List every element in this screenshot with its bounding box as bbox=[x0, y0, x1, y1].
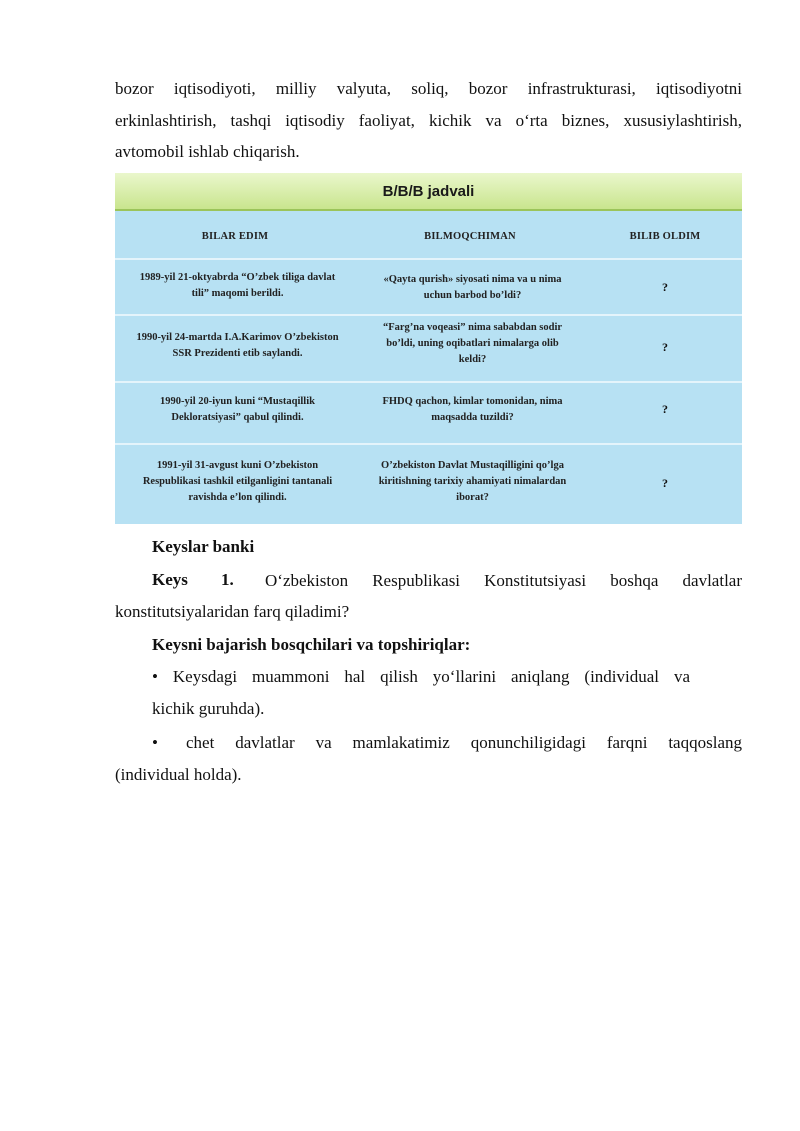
intro-line-2: erkinlashtirish, tashqi iqtisodiy faoliyat, kichik va o‘rta biznes, xususiylashtirish, bbox=[115, 111, 742, 130]
header-want: BILMOQCHIMAN bbox=[424, 231, 516, 242]
row-separator bbox=[115, 381, 742, 383]
row1-learned: ? bbox=[662, 280, 668, 294]
row3-want: FHDQ qachon, kimlar tomonidan, nima maqsadda tuzildi? bbox=[382, 396, 563, 423]
row4-known: 1991-yil 31-avgust kuni O’zbekiston Respublikasi tashkil etilganligini tantanali ravishda e’lon qilindi. bbox=[142, 460, 333, 503]
row3-learned: ? bbox=[662, 402, 668, 416]
case-text-line-2: konstitutsiyalaridan farq qiladimi? bbox=[115, 602, 350, 621]
bullet-2-line-2: (individual holda). bbox=[115, 765, 242, 784]
header-known: BILAR EDIM bbox=[201, 231, 269, 242]
case-label: Keys bbox=[152, 570, 188, 589]
case-text-line-1: O‘zbekiston Respublikasi Konstitutsiyasi boshqa davlatlar bbox=[265, 571, 742, 590]
row4-want: O’zbekiston Davlat Mustaqilligini qo’lga kiritishning tarixiy ahamiyati nimalardan iborat? bbox=[378, 460, 567, 503]
row2-known: 1990-yil 24-martda I.A.Karimov O’zbekiston SSR Prezidenti etib saylandi. bbox=[136, 332, 339, 359]
row1-want: «Qayta qurish» siyosati nima va u nima uchun barbod bo’ldi? bbox=[383, 274, 562, 301]
steps-heading: Keysni bajarish bosqchilari va topshiriqlar: bbox=[152, 635, 471, 654]
intro-line-3: avtomobil ishlab chiqarish. bbox=[115, 142, 300, 161]
header-learned: BILIB OLDIM bbox=[629, 231, 701, 242]
row-separator bbox=[115, 443, 742, 445]
bullet-2-marker: • bbox=[152, 733, 158, 752]
bbb-table bbox=[115, 173, 742, 524]
bullet-1-line-2: kichik guruhda). bbox=[152, 699, 265, 718]
bullet-1-line-1: • Keysdagi muammoni hal qilish yo‘llarini aniqlang (individual va bbox=[152, 667, 690, 686]
bullet-2-line-1: chet davlatlar va mamlakatimiz qonunchiligidagi farqni taqqoslang bbox=[186, 733, 742, 752]
row4-learned: ? bbox=[662, 476, 668, 490]
row-separator bbox=[115, 258, 742, 260]
intro-line-1: bozor iqtisodiyoti, milliy valyuta, soliq, bozor infrastrukturasi, iqtisodiyotni bbox=[115, 79, 742, 98]
cases-heading: Keyslar banki bbox=[152, 537, 255, 556]
row2-want: “Farg’na voqeasi” nima sababdan sodir bo’ldi, uning oqibatlari nimalarga olib keldi? bbox=[382, 322, 563, 365]
row2-learned: ? bbox=[662, 340, 668, 354]
table-title: B/B/B jadvali bbox=[115, 173, 742, 211]
row1-known: 1989-yil 21-oktyabrda “O’zbek tiliga davlat tili” maqomi berildi. bbox=[139, 272, 336, 299]
row3-known: 1990-yil 20-iyun kuni “Mustaqillik Dekloratsiyasi” qabul qilindi. bbox=[160, 396, 315, 423]
case-number: 1. bbox=[221, 570, 234, 589]
row-separator bbox=[115, 314, 742, 316]
